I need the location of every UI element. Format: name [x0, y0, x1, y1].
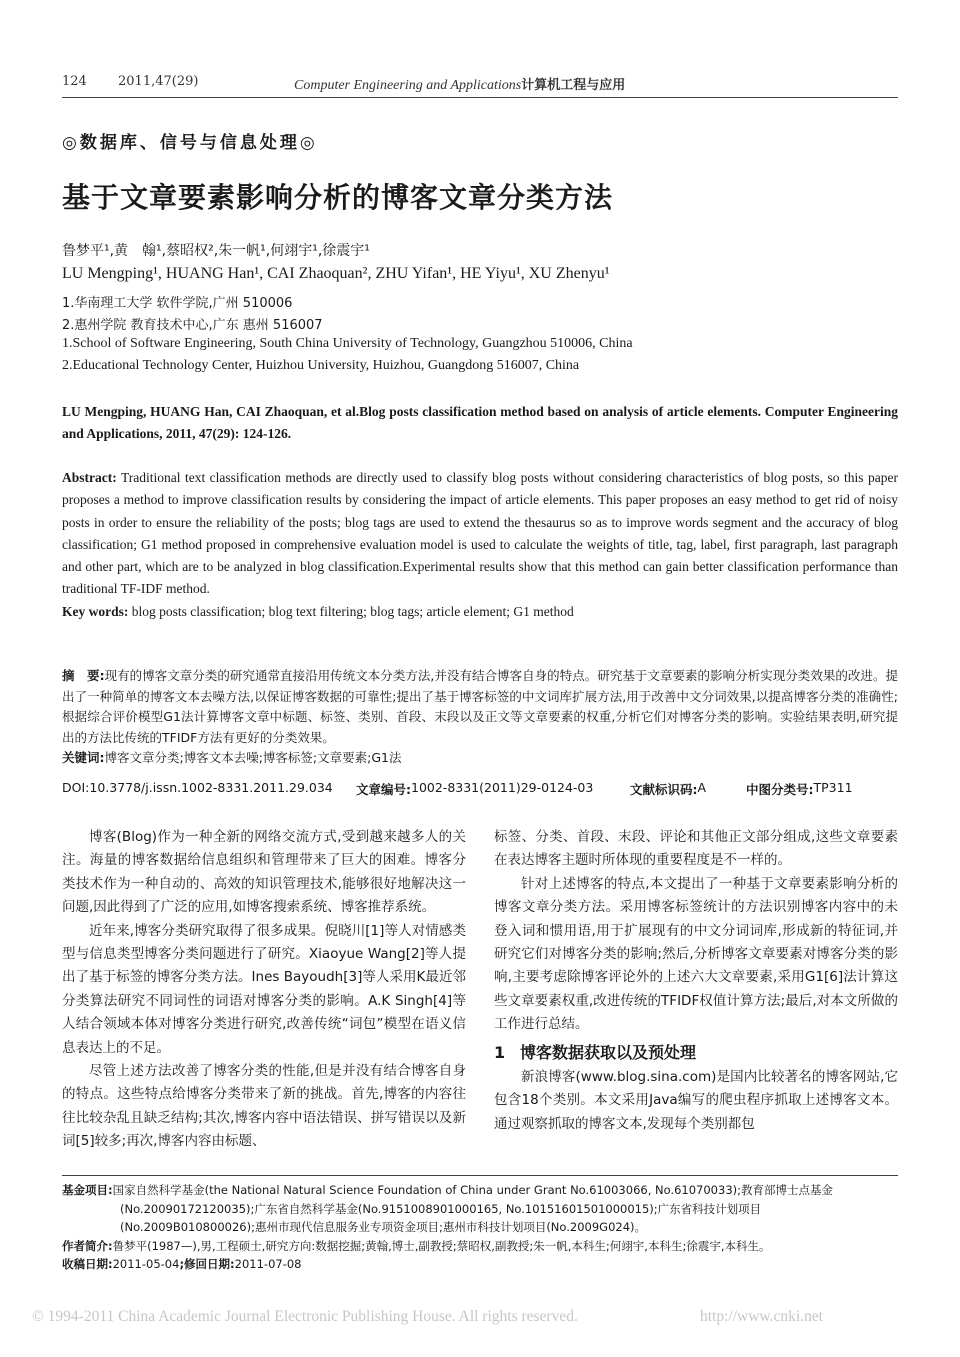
affiliation-en-1: 1.School of Software Engineering, South China University of Technology, Guangzhou 510006, China [62, 336, 633, 351]
clc-number [746, 780, 853, 798]
abstract-label: Abstract: [62, 470, 117, 485]
body-paragraph: 近年来,博客分类研究取得了很多成果。倪晓川[1]等人对情感类型与信息类型博客分类问题进行了研究。Xiaoyue Wang[2]等人提出了基于标签的博客分类方法。Ines Bayoudh[3]等人采用K最近邻分类算法研究不同词性的词语对博客分类的影响。A.K Singh[4]等人结合领域本体对博客分类进行研究,改善传统“词包”模型在语义信息表达上的不足。 [62, 922, 466, 1056]
paper-title: 基于文章要素影响分析的博客文章分类方法 [62, 181, 614, 214]
article-number [356, 780, 594, 798]
body-paragraph: 标签、分类、首段、末段、评论和其他正文部分组成,这些文章要素在表达博客主题时所体现的重要程度是不一样的。 [494, 829, 898, 869]
fund-line-1: 国家自然科学基金(the National Natural Science Foundation of China under Grant No.61003066, No.61070033);教育部博士点基金 [112, 1183, 833, 1197]
clc-label: 中图分类号: [746, 782, 814, 797]
fund-line-3: (No.2009B010800026);惠州市现代信息服务业专项资金项目;惠州市科技计划项目(No.2009G024)。 [120, 1220, 647, 1234]
document-code-label: 文献标识码: [630, 782, 698, 797]
running-header [62, 72, 898, 94]
abstract-text: Traditional text classification methods are directly used to classify blog posts without considering characteristics of blog posts, so this paper proposes a method to improve classification results by considering the impact of article elements. This paper proposes an easy method to get rid of noisy posts in order to ensure the reliability of the posts; blog tags are used to extend the thesaurus so as to improve words segment and the accuracy of blog classification; G1 method proposed in comprehensive evaluation model is used to calculate the weights of title, tag, label, first paragraph, last paragraph and other part, which are to be analyzed in blog classification.Experimental results show that this method can gain better classification performance than traditional TF-IDF method. [62, 470, 898, 597]
fund-label: 基金项目: [62, 1183, 113, 1197]
author-bio [62, 1237, 898, 1256]
fund-line-2: (No.20090172120035);广东省自然科学基金(No.9151008901000165, No.10151601501000015);广东省科技计划项目 [120, 1201, 762, 1216]
section-1-title: 博客数据获取以及预处理 [520, 1042, 697, 1062]
received-date: 2011-05-04 [112, 1257, 180, 1271]
section-1-number: 1 [494, 1042, 506, 1062]
abstract-en [62, 467, 898, 623]
body-paragraph: 针对上述博客的特点,本文提出了一种基于文章要素影响分析的博客文章分类方法。采用博客标签统计的方法识别博客内容中的未登入词和惯用语,用于扩展现有的中文分词词库,形成新的特征词,并研究它们对博客分类的影响;然后,分析博客文章要素对博客分类的影响,主要考虑除博客评论外的上述六大文章要素,采用G1[6]法计算这些文章要素权重,改进传统的TFIDF权值计算方法;最后,对本文所做的工作进行总结。 [494, 875, 898, 1033]
journal-name [294, 74, 625, 94]
keywords-text: blog posts classification; blog text filtering; blog tags; article element; G1 method [131, 603, 574, 619]
year-volume: 2011,47(29) [118, 74, 199, 89]
body-paragraph: 新浪博客(www.blog.sina.com)是国内比较著名的博客网站,它包含18个类别。本文采用Java编写的爬虫程序抓取上述博客文本。通过观察抓取的博客文本,发现每个类别都包 [494, 1069, 898, 1132]
footnote-rule [62, 1175, 898, 1176]
journal-name-cn: 计算机工程与应用 [521, 78, 626, 93]
article-number-value: 1002-8331(2011)29-0124-03 [411, 780, 594, 795]
section-heading: ◎数据库、信号与信息处理◎ [62, 133, 318, 153]
copyright-text: © 1994-2011 China Academic Journal Electronic Publishing House. All rights reserved. [32, 1308, 578, 1325]
bio-label: 作者简介: [62, 1238, 113, 1253]
page-number: 124 [62, 74, 87, 89]
dates [62, 1255, 898, 1274]
doi: DOI:10.3778/j.issn.1002-8331.2011.29.034 [62, 780, 333, 795]
affiliation-cn-2: 2.惠州学院 教育技术中心,广东 惠州 516007 [62, 318, 323, 333]
zh-abstract-label: 摘 要: [62, 668, 105, 683]
authors-cn: 鲁梦平¹,黄 翰¹,蔡昭权²,朱一帆¹,何翊宇¹,徐震宇¹ [62, 243, 370, 259]
revised-date: 2011-07-08 [234, 1257, 302, 1271]
citation: LU Mengping, HUANG Han, CAI Zhaoquan, et al.Blog posts classification method based on analysis of article elements. Computer Engineering and Applications, 2011, 47(29): 124-126. [62, 404, 898, 442]
authors-en: LU Mengping¹, HUANG Han¹, CAI Zhaoquan², ZHU Yifan¹, HE Yiyu¹, XU Zhenyu¹ [62, 265, 610, 282]
journal-name-en: Computer Engineering and Applications [294, 78, 522, 93]
zh-keywords-label: 关键词: [62, 750, 105, 765]
revised-label: ;修回日期: [179, 1257, 235, 1271]
document-code-value: A [697, 780, 707, 795]
affiliation-cn-1: 1.华南理工大学 软件学院,广州 510006 [62, 296, 293, 311]
footnotes [62, 1181, 898, 1274]
received-label: 收稿日期: [62, 1257, 113, 1271]
keywords-label: Key words: [62, 603, 129, 619]
zh-abstract-text: 现有的博客文章分类的研究通常直接沿用传统文本分类方法,并没有结合博客自身的特点。研究基于文章要素的影响分析实现分类效果的改进。提出了一种简单的博客文本去噪方法,以保证博客数据的可靠性;提出了基于博客标签的中文词库扩展方法,用于改善中文分词效果,以提高博客分类的准确性;根据综合评价模型G1法计算博客文章中标题、标签、类别、首段、末段以及正文等文章要素的权重,分析它们对博客分类的影响。实验结果表明,研究提出的方法比传统的TFIDF方法有更好的分类效果。 [62, 668, 898, 745]
copyright-url: http://www.cnki.net [700, 1308, 823, 1325]
body-paragraph: 尽管上述方法改善了博客分类的性能,但是并没有结合博客自身的特点。这些特点给博客分类带来了新的挑战。首先,博客的内容往往比较杂乱且缺乏结构;其次,博客内容中语法错误、拼写错误以及新词[5]较多;再次,博客内容由标题、 [62, 1063, 466, 1150]
affiliation-en-2: 2.Educational Technology Center, Huizhou University, Huizhou, Guangdong 516007, China [62, 358, 580, 373]
document-code [630, 780, 707, 798]
header-rule [62, 97, 898, 98]
abstract-cn [62, 666, 898, 769]
body-paragraph: 博客(Blog)作为一种全新的网络交流方式,受到越来越多人的关注。海量的博客数据给信息组织和管理带来了巨大的困难。博客分类技术作为一种自动的、高效的知识管理技术,能够很好地解决这一问题,因此得到了广泛的应用,如博客搜索系统、博客推荐系统。 [62, 829, 466, 916]
section-1-heading [494, 1041, 898, 1064]
body-left-column [62, 826, 466, 1154]
article-number-label: 文章编号: [356, 782, 411, 797]
bio-text: 鲁梦平(1987—),男,工程硕士,研究方向:数据挖掘;黄翰,博士,副教授;蔡昭权,副教授;朱一帆,本科生;何翊宇,本科生;徐震宇,本科生。 [112, 1238, 771, 1253]
clc-value: TP311 [813, 780, 853, 795]
body-right-column [494, 826, 898, 1136]
zh-keywords-text: 博客文章分类;博客文本去噪;博客标签;文章要素;G1法 [104, 750, 402, 765]
